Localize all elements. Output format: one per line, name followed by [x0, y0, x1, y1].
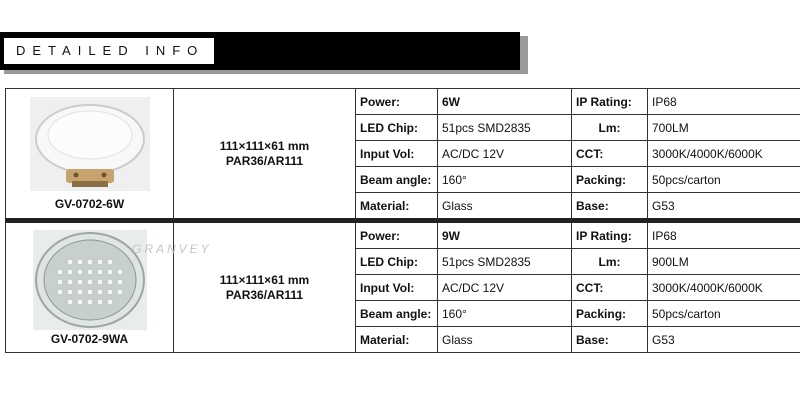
spec-value: 700LM	[648, 115, 800, 141]
frosted-pool-lamp-image	[30, 97, 150, 191]
type-text: PAR36/AR111	[225, 153, 304, 168]
spec-value: 160°	[438, 301, 572, 327]
table-row	[6, 221, 800, 249]
watermark: GRANVEY	[132, 242, 212, 256]
spec-key: Packing:	[572, 301, 648, 327]
spec-key: Lm:	[572, 115, 648, 141]
spec-key: CCT:	[572, 275, 648, 301]
spec-value: 900LM	[648, 249, 800, 275]
product-image-cell	[6, 221, 174, 353]
spec-value: 50pcs/carton	[648, 167, 800, 193]
spec-value: AC/DC 12V	[438, 141, 572, 167]
spec-value: 50pcs/carton	[648, 301, 800, 327]
spec-key: Beam angle:	[356, 301, 438, 327]
dimension-cell	[174, 89, 356, 221]
spec-key: Material:	[356, 327, 438, 353]
dimensions-text: 111×111×61 mm	[219, 138, 310, 153]
spec-value: 51pcs SMD2835	[438, 249, 572, 275]
product-image-cell	[6, 89, 174, 221]
spec-key: Input Vol:	[356, 275, 438, 301]
spec-value: G53	[648, 327, 800, 353]
spec-value: IP68	[648, 89, 800, 115]
spec-value: 3000K/4000K/6000K	[648, 275, 800, 301]
banner-title: DETAILED INFO	[4, 38, 214, 64]
spec-key: Base:	[572, 193, 648, 221]
spec-value: Glass	[438, 327, 572, 353]
spec-key: Packing:	[572, 167, 648, 193]
spec-key: IP Rating:	[572, 89, 648, 115]
spec-value: 6W	[438, 89, 572, 115]
type-text: PAR36/AR111	[225, 287, 304, 302]
spec-value: IP68	[648, 221, 800, 249]
spec-key: Base:	[572, 327, 648, 353]
spec-value: AC/DC 12V	[438, 275, 572, 301]
spec-value: 160°	[438, 167, 572, 193]
spec-value: Glass	[438, 193, 572, 221]
spec-key: LED Chip:	[356, 115, 438, 141]
spec-value: 9W	[438, 221, 572, 249]
spec-value: 51pcs SMD2835	[438, 115, 572, 141]
led-array-pool-lamp-image	[33, 230, 147, 330]
spec-key: Input Vol:	[356, 141, 438, 167]
model-name: GV-0702-6W	[54, 196, 125, 211]
spec-table	[5, 88, 800, 353]
model-name: GV-0702-9WA	[50, 331, 129, 346]
spec-key: Material:	[356, 193, 438, 221]
dimensions-text: 111×111×61 mm	[219, 272, 310, 287]
spec-key: Power:	[356, 89, 438, 115]
spec-key: IP Rating:	[572, 221, 648, 249]
spec-key: Beam angle:	[356, 167, 438, 193]
dimension-cell	[174, 221, 356, 353]
spec-key: Lm:	[572, 249, 648, 275]
spec-value: G53	[648, 193, 800, 221]
spec-key: CCT:	[572, 141, 648, 167]
table-row	[6, 89, 800, 115]
spec-key: Power:	[356, 221, 438, 249]
spec-key: LED Chip:	[356, 249, 438, 275]
spec-value: 3000K/4000K/6000K	[648, 141, 800, 167]
